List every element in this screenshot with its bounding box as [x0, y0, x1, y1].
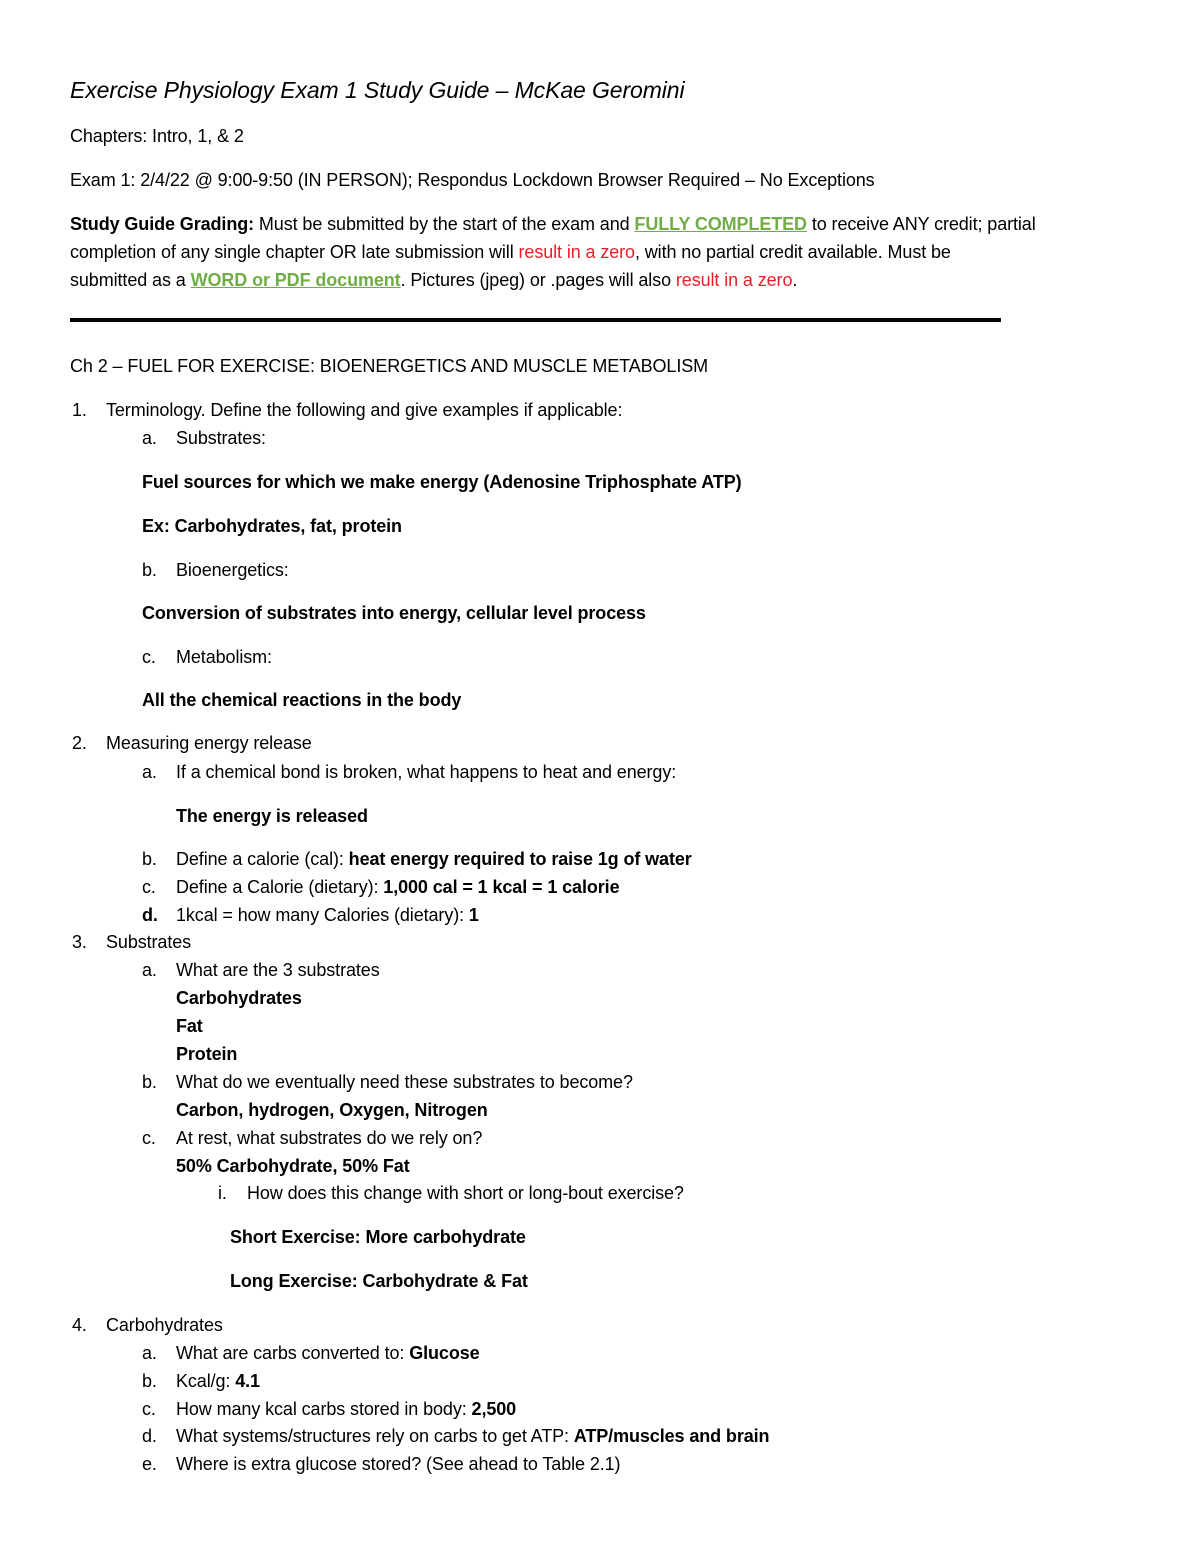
question-2b [176, 847, 692, 871]
question-4a [176, 1341, 480, 1365]
answer-1c: All the chemical reactions in the body [142, 690, 462, 710]
question-text: Define a calorie (cal): [176, 849, 349, 869]
list-number: 2. [72, 733, 87, 753]
question-3b: What do we eventually need these substrates to become? [176, 1072, 633, 1092]
section-divider [70, 318, 1001, 322]
answer-4a: Glucose [409, 1343, 480, 1363]
question-4: Carbohydrates [106, 1315, 223, 1335]
grading-text: , with no partial credit available. Must be [634, 242, 951, 262]
answer-4b: 4.1 [235, 1371, 260, 1391]
zero-warning: result in a zero [518, 242, 635, 262]
grading-text: submitted as a [70, 270, 191, 290]
list-letter: a. [142, 1343, 157, 1363]
question-text: Define a Calorie (dietary): [176, 877, 384, 897]
question-1b: Bioenergetics: [176, 560, 289, 580]
answer-1a-2: Ex: Carbohydrates, fat, protein [142, 516, 402, 536]
answer-4c: 2,500 [471, 1399, 517, 1419]
question-4e: Where is extra glucose stored? (See ahead to Table 2.1) [176, 1454, 621, 1474]
answer-2a: The energy is released [176, 806, 368, 826]
question-3: Substrates [106, 932, 192, 952]
question-2d [176, 903, 479, 927]
question-1c: Metabolism: [176, 647, 272, 667]
list-letter: a. [142, 960, 157, 980]
question-2a: If a chemical bond is broken, what happens to heat and energy: [176, 762, 677, 782]
list-number: 3. [72, 932, 87, 952]
answer-2b: heat energy required to raise 1g of water [348, 849, 692, 869]
list-letter: d. [142, 1426, 157, 1446]
grading-text: completion of any single chapter OR late submission will [70, 242, 519, 262]
answer-3c-i-1: Short Exercise: More carbohydrate [230, 1227, 526, 1247]
list-letter: a. [142, 762, 157, 782]
question-3a: What are the 3 substrates [176, 960, 380, 980]
question-3c-i: How does this change with short or long-bout exercise? [247, 1183, 684, 1203]
fully-completed-emphasis: FULLY COMPLETED [634, 214, 807, 234]
list-number: 1. [72, 400, 87, 420]
grading-line-1 [70, 212, 1036, 236]
question-text: What are carbs converted to: [176, 1343, 410, 1363]
question-1a: Substrates: [176, 428, 266, 448]
grading-text: Must be submitted by the start of the exam and [254, 214, 635, 234]
list-letter: b. [142, 849, 157, 869]
exam-line: Exam 1: 2/4/22 @ 9:00-9:50 (IN PERSON); Respondus Lockdown Browser Required – No Exceptions [70, 170, 875, 190]
answer-2c: 1,000 cal = 1 kcal = 1 calorie [383, 877, 620, 897]
answer-1a-1: Fuel sources for which we make energy (Adenosine Triphosphate ATP) [142, 472, 742, 492]
list-number: 4. [72, 1315, 87, 1335]
question-4b [176, 1369, 260, 1393]
question-text: What systems/structures rely on carbs to get ATP: [176, 1426, 574, 1446]
question-1: Terminology. Define the following and give examples if applicable: [106, 400, 623, 420]
grading-label: Study Guide Grading: [70, 214, 255, 234]
list-letter: c. [142, 1399, 156, 1419]
list-roman: i. [218, 1183, 227, 1203]
list-letter: c. [142, 647, 156, 667]
question-text: How many kcal carbs stored in body: [176, 1399, 472, 1419]
answer-3a-2: Fat [176, 1016, 203, 1036]
list-letter: c. [142, 1128, 156, 1148]
answer-3c: 50% Carbohydrate, 50% Fat [176, 1156, 410, 1176]
question-text: 1kcal = how many Calories (dietary): [176, 905, 469, 925]
zero-warning: result in a zero [675, 270, 793, 290]
chapters-line: Chapters: Intro, 1, & 2 [70, 126, 244, 146]
question-text: Kcal/g: [176, 1371, 236, 1391]
answer-3b: Carbon, hydrogen, Oxygen, Nitrogen [176, 1100, 488, 1120]
answer-2d: 1 [468, 905, 479, 925]
answer-3c-i-2: Long Exercise: Carbohydrate & Fat [230, 1271, 528, 1291]
chapter-heading: Ch 2 – FUEL FOR EXERCISE: BIOENERGETICS AND MUSCLE METABOLISM [70, 356, 709, 376]
list-letter: d. [142, 905, 158, 925]
list-letter: c. [142, 877, 156, 897]
list-letter: b. [142, 560, 157, 580]
question-2c [176, 875, 619, 899]
document-title: Exercise Physiology Exam 1 Study Guide – McKae Geromini [70, 77, 685, 103]
answer-3a-3: Protein [176, 1044, 238, 1064]
word-pdf-emphasis: WORD or PDF document [190, 270, 401, 290]
grading-line-3 [70, 268, 797, 292]
grading-text: to receive ANY credit; partial [806, 214, 1036, 234]
grading-line-2 [70, 240, 951, 264]
list-letter: e. [142, 1454, 157, 1474]
question-3c: At rest, what substrates do we rely on? [176, 1128, 483, 1148]
answer-4d: ATP/muscles and brain [573, 1426, 770, 1446]
question-4d [176, 1424, 769, 1448]
list-letter: b. [142, 1072, 157, 1092]
list-letter: b. [142, 1371, 157, 1391]
question-4c [176, 1397, 516, 1421]
answer-1b: Conversion of substrates into energy, cellular level process [142, 603, 646, 623]
list-letter: a. [142, 428, 157, 448]
grading-text: . Pictures (jpeg) or .pages will also [400, 270, 676, 290]
question-2: Measuring energy release [106, 733, 312, 753]
answer-3a-1: Carbohydrates [176, 988, 302, 1008]
grading-text: . [792, 270, 798, 290]
